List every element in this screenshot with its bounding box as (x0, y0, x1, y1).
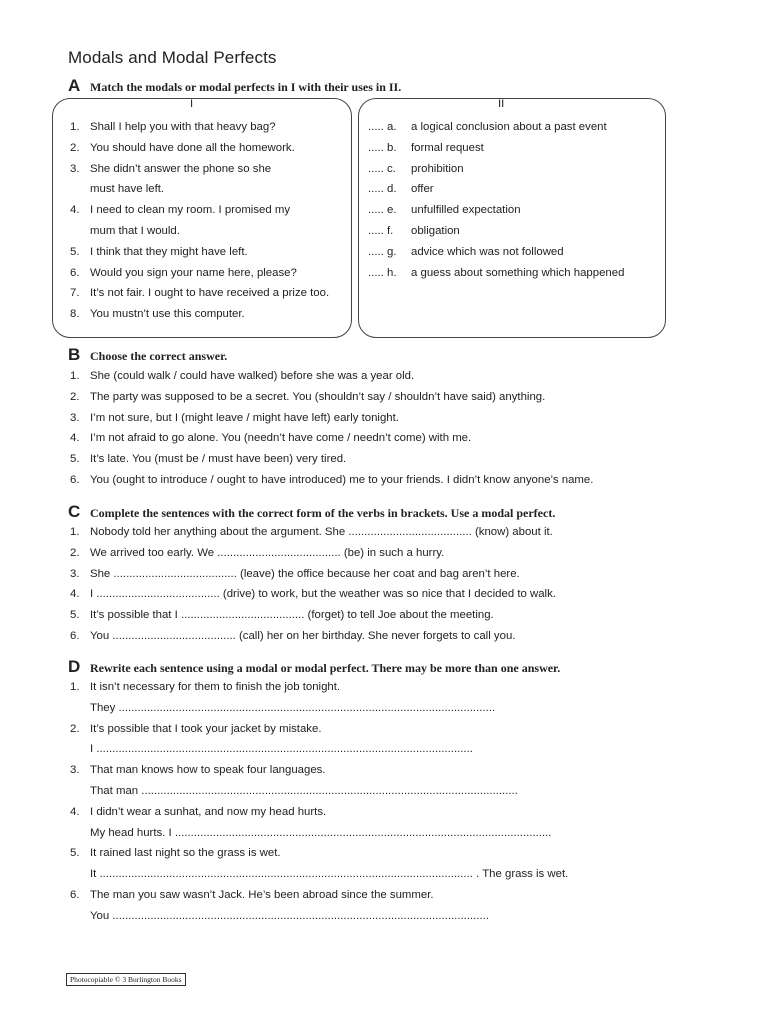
item-text: You ....................................................................................................................... (90, 909, 489, 922)
item-number: 1. (70, 370, 80, 382)
item-number: ..... b. (368, 141, 397, 154)
item-text: I ....................................... (drive) to work, but the weather was so nice that I decided to walk. (90, 588, 556, 601)
item-text: You mustn’t use this computer. (90, 308, 245, 321)
item-text: I’m not sure, but I (might leave / might have left) early tonight. (90, 411, 399, 424)
item-text: That man ....................................................................................................................... (90, 785, 518, 797)
item-number: 6. (70, 474, 80, 486)
section-d-letter: D (68, 657, 81, 676)
item-text: must have left. (90, 183, 165, 196)
item-text: obligation (411, 225, 460, 237)
item-text: Would you sign your name here, please? (90, 266, 297, 279)
item-text: The party was supposed to be a secret. You (shouldn’t say / shouldn’t have said) anything. (90, 390, 546, 403)
item-number: 2. (70, 722, 80, 735)
section-c-instruction: Complete the sentences with the correct form of the verbs in brackets. Use a modal perfect. (90, 506, 556, 520)
item-number: ..... a. (368, 121, 397, 133)
item-text: It isn’t necessary for them to finish the job tonight. (90, 681, 341, 693)
copyright-footer: Photocopiable © 3 Burlington Books (66, 973, 186, 986)
section-b-letter: B (68, 345, 81, 364)
item-number: ..... g. (368, 245, 397, 258)
item-number: ..... e. (368, 204, 397, 217)
section-a-letter: A (68, 76, 81, 95)
section-a-instruction: Match the modals or modal perfects in I with their uses in II. (90, 80, 402, 94)
item-text: The man you saw wasn’t Jack. He’s been abroad since the summer. (90, 889, 434, 901)
item-text: advice which was not followed (411, 245, 564, 258)
item-text: I think that they might have left. (90, 245, 248, 258)
item-number: 4. (70, 432, 80, 445)
item-text: She didn’t answer the phone so she (90, 162, 272, 175)
item-text: formal request (411, 141, 484, 154)
item-text: It’s possible that I took your jacket by mistake. (90, 722, 322, 735)
item-number: 5. (70, 847, 80, 860)
column-i-header: I (190, 98, 194, 110)
column-ii-box (358, 98, 666, 338)
item-text: I didn’t wear a sunhat, and now my head hurts. (90, 805, 327, 818)
item-number: 2. (70, 390, 80, 403)
item-text: You (ought to introduce / ought to have introduced) me to your friends. I didn’t know anyone’s name. (90, 474, 594, 486)
item-text: unfulfilled expectation (411, 204, 521, 217)
item-number: 3. (70, 764, 80, 777)
item-text: offer (411, 183, 434, 196)
item-text: That man knows how to speak four languages. (90, 764, 326, 777)
item-text: She ....................................... (leave) the office because her coat and bag aren’t here. (90, 567, 520, 580)
item-number: 7. (70, 287, 80, 300)
column-i-box (52, 98, 352, 338)
item-text: prohibition (411, 162, 464, 175)
section-d-instruction: Rewrite each sentence using a modal or modal perfect. There may be more than one answer. (90, 661, 561, 675)
item-number: 3. (70, 411, 80, 424)
item-number: 5. (70, 245, 80, 258)
item-number: 1. (70, 526, 80, 538)
item-number: ..... f. (368, 225, 394, 237)
item-text: I ....................................................................................................................... (90, 743, 473, 756)
item-number: 6. (70, 889, 80, 901)
item-text: Nobody told her anything about the argument. She ....................................... (know) about it. (90, 526, 553, 538)
item-text: She (could walk / could have walked) before she was a year old. (90, 370, 415, 382)
item-number: 2. (70, 546, 80, 559)
item-text: It’s possible that I ....................................... (forget) to tell Joe about the meeting. (90, 609, 494, 622)
item-text: It ...................................................................................................................... . The grass is wet. (90, 868, 569, 881)
item-text: My head hurts. I ....................................................................................................................... (90, 826, 552, 839)
page-title: Modals and Modal Perfects (68, 48, 277, 67)
item-number: 8. (70, 308, 80, 321)
item-text: You ....................................... (call) her on her birthday. She never forgets to call you. (90, 630, 516, 642)
column-ii-header: II (498, 98, 505, 110)
item-number: 5. (70, 609, 80, 622)
section-b-instruction: Choose the correct answer. (90, 349, 228, 363)
item-number: ..... d. (368, 183, 397, 196)
section-c-letter: C (68, 502, 81, 521)
item-number: 6. (70, 630, 80, 642)
item-number: 3. (70, 567, 80, 580)
item-number: 1. (70, 121, 80, 133)
item-number: 4. (70, 805, 80, 818)
item-text: mum that I would. (90, 225, 180, 237)
item-number: 4. (70, 204, 80, 217)
item-text: Shall I help you with that heavy bag? (90, 121, 276, 133)
item-number: 6. (70, 266, 80, 279)
item-text: It’s not fair. I ought to have received a prize too. (90, 287, 330, 300)
item-text: It’s late. You (must be / must have been) very tired. (90, 453, 347, 466)
item-number: 4. (70, 588, 80, 601)
item-number: 5. (70, 453, 80, 466)
item-text: I need to clean my room. I promised my (90, 204, 291, 217)
item-number: ..... h. (368, 266, 397, 279)
item-number: 3. (70, 162, 80, 175)
item-text: a guess about something which happened (411, 266, 625, 279)
item-text: You should have done all the homework. (90, 141, 295, 154)
item-number: 2. (70, 141, 80, 154)
item-number: 1. (70, 681, 80, 693)
item-text: They ....................................................................................................................... (90, 701, 496, 714)
item-text: a logical conclusion about a past event (411, 121, 607, 133)
item-text: We arrived too early. We ....................................... (be) in such a hurry. (90, 546, 445, 559)
item-number: ..... c. (368, 162, 396, 175)
item-text: It rained last night so the grass is wet. (90, 847, 281, 860)
item-text: I’m not afraid to go alone. You (needn’t have come / needn’t come) with me. (90, 432, 472, 445)
